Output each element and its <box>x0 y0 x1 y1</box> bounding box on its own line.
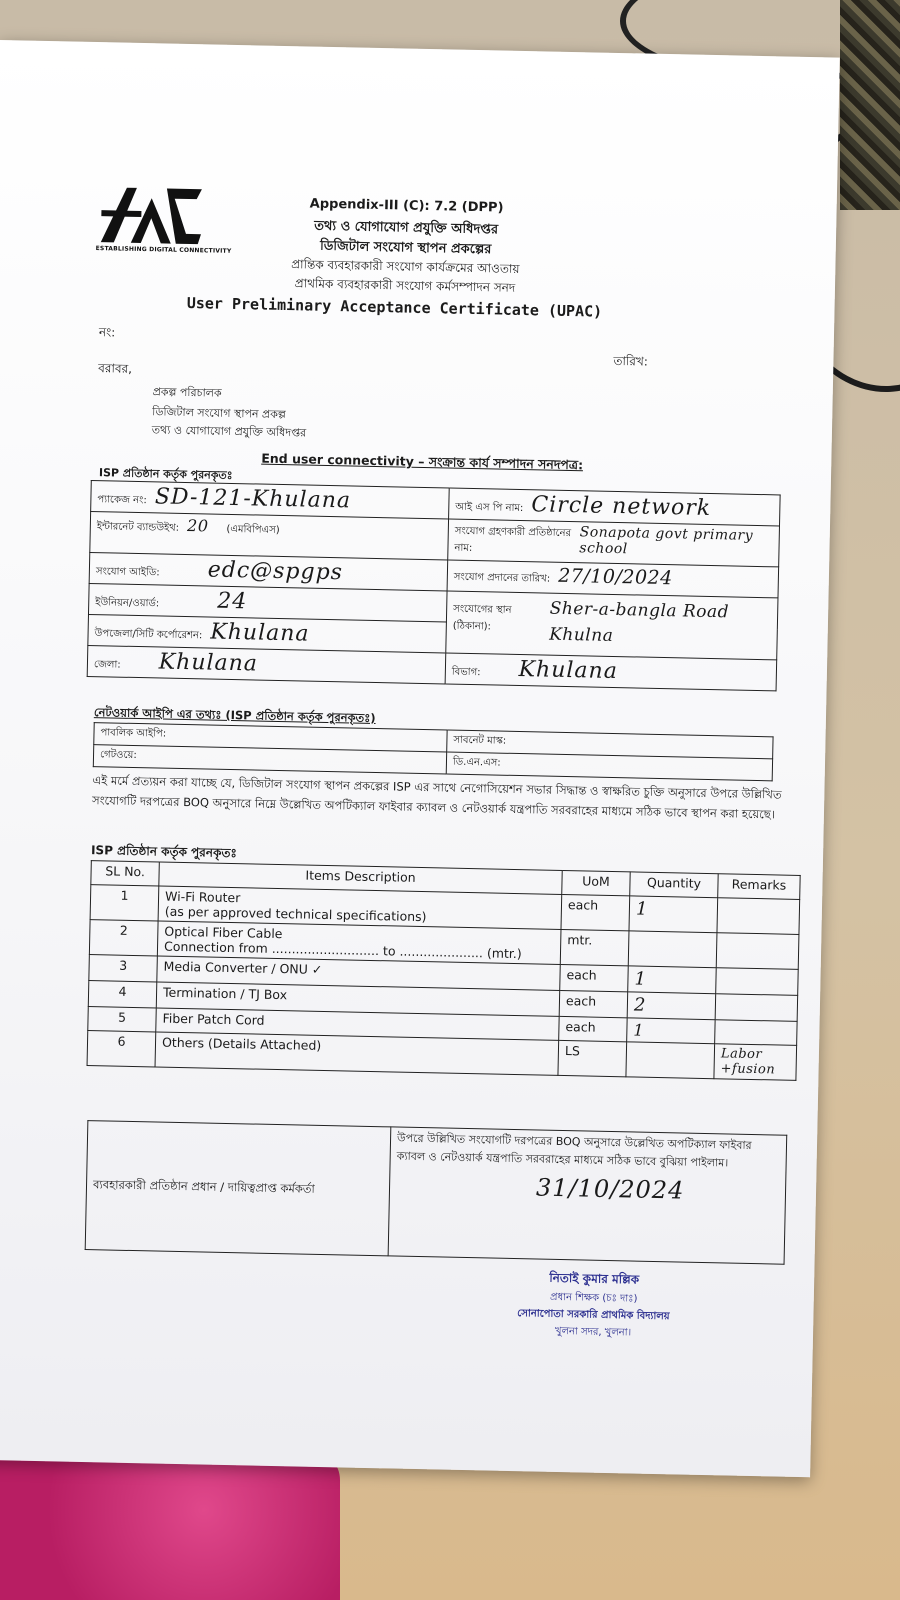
public-ip-label: পাবলিক আইপি: <box>94 723 447 752</box>
union-value: 24 <box>216 588 248 615</box>
location-value: Sher-a-bangla Road Khulna <box>548 598 730 646</box>
receiver-value: Sonapota govt primary school <box>579 524 754 558</box>
address-to: বরাবর, <box>98 361 133 376</box>
signoff-table <box>85 1120 788 1265</box>
row-sl: 6 <box>87 1031 156 1067</box>
row-desc-extra: Connection from ........................... to ..................... (mtr.) <box>163 938 522 962</box>
row-uom: LS <box>558 1040 627 1076</box>
bandwidth-value: 20 <box>186 516 209 536</box>
district-value: Khulana <box>158 649 259 677</box>
row-sl: 3 <box>89 955 158 982</box>
row-qty: 1 <box>629 896 718 933</box>
row-qty <box>628 931 717 968</box>
row-sl: 5 <box>88 1007 156 1032</box>
address-line-1: প্রকল্প পরিচালক <box>152 385 222 400</box>
row-desc: Media Converter / ONU ✓ <box>157 956 560 990</box>
handwritten-signature: 31/10/2024 <box>535 1173 685 1205</box>
col-qty: Quantity <box>630 872 718 898</box>
logo-caption: ESTABLISHING DIGITAL CONNECTIVITY <box>95 245 232 255</box>
document-title: User Preliminary Acceptance Certificate (UPAC) <box>186 293 603 321</box>
row-desc: Termination / TJ Box <box>156 982 559 1016</box>
col-desc: Items Description <box>159 862 562 894</box>
ref-label: নং: <box>98 325 116 340</box>
signoff-right-text: উপরে উল্লিখিত সংযোগটি দরপত্রের BOQ অনুসারে উল্লেখিত অপটিক্যাল ফাইবার ক্যাবল ও নেটওয়ার্ক যন্ত্রপাতি সরবরাহের মাধ্যমে সঠিক ভাবে বুঝিয়া পাইলাম। <box>396 1131 752 1170</box>
col-uom: UoM <box>562 870 630 895</box>
row-desc-extra: (as per approved technical specifications) <box>164 903 427 925</box>
row-uom: mtr. <box>560 929 629 965</box>
row-qty: 1 <box>628 966 717 994</box>
items-table <box>87 860 801 1081</box>
certificate-paper <box>0 40 840 1477</box>
stamp-address: খুলনা সদর, খুলনা। <box>554 1325 632 1339</box>
section1-subtitle: ISP প্রতিষ্ঠান কর্তৃক পুরনকৃতঃ <box>98 466 233 482</box>
stamp-name: নিতাই কুমার মল্লিক <box>549 1270 640 1287</box>
section2-title: নেটওয়ার্ক আইপি এর তথ্যঃ (ISP প্রতিষ্ঠান কর্তৃক পুরনকৃতঃ) <box>93 705 376 726</box>
col-remarks: Remarks <box>718 874 800 900</box>
row-qty: 1 <box>627 1018 715 1044</box>
conn-date-value: 27/10/2024 <box>557 564 673 590</box>
org-line-1: তথ্য ও যোগাযোগ প্রযুক্তি অধিদপ্তর <box>314 218 499 238</box>
fabric-top-right <box>840 0 900 210</box>
conn-id-value: edc@spgps <box>207 557 344 586</box>
fabric-bottom-left <box>0 1450 340 1600</box>
receiver-label: সংযোগ গ্রহণকারী প্রতিষ্ঠানের নাম: <box>454 525 572 555</box>
upazila-value: Khulana <box>210 619 310 647</box>
row-remarks <box>715 994 798 1022</box>
address-line-2: ডিজিটাল সংযোগ স্থাপন প্রকল্প <box>152 405 286 422</box>
stamp-school: সোনাপোতা সরকারি প্রাথমিক বিদ্যালয় <box>517 1308 670 1323</box>
row-qty <box>626 1042 715 1079</box>
gateway-label: গেটওয়ে: <box>93 745 446 774</box>
row-remarks: Labor +fusion <box>714 1044 797 1081</box>
row-sl: 1 <box>90 885 159 921</box>
address-line-3: তথ্য ও যোগাযোগ প্রযুক্তি অধিদপ্তর <box>151 423 307 440</box>
row-qty: 2 <box>627 992 716 1020</box>
union-label: ইউনিয়ন/ওয়ার্ড: <box>95 597 160 610</box>
org-line-2: ডিজিটাল সংযোগ স্থাপন প্রকল্পের <box>319 238 492 258</box>
row-remarks <box>715 1020 797 1046</box>
division-label: বিভাগ: <box>451 666 481 679</box>
row-uom: each <box>559 1016 627 1041</box>
org-line-3: প্রান্তিক ব্যবহারকারী সংযোগ কার্যক্রমের আওতায় <box>291 257 520 276</box>
org-line-4: প্রাথমিক ব্যবহারকারী সংযোগ কর্মসম্পাদন সনদ <box>294 276 516 295</box>
row-remarks <box>716 933 799 970</box>
row-desc: Others (Details Attached) <box>155 1032 559 1075</box>
col-sl: SL No. <box>91 861 159 886</box>
official-stamp <box>493 1269 694 1344</box>
row-desc: Wi-Fi Router <box>164 888 241 906</box>
upazila-label: উপজেলা/সিটি কর্পোরেশন: <box>94 628 203 642</box>
isp-value: Circle network <box>531 492 712 521</box>
edc-logo <box>96 182 207 254</box>
date-label: তারিখ: <box>613 353 649 369</box>
row-desc: Optical Fiber Cable <box>164 923 283 942</box>
district-label: জেলা: <box>93 659 121 671</box>
package-label: প্যাকেজ নং: <box>97 494 147 507</box>
bandwidth-label: ইন্টারনেট ব্যান্ডউইথ: <box>96 521 180 534</box>
row-uom: each <box>561 894 630 930</box>
declaration-text: এই মর্মে প্রত্যয়ন করা যাচ্ছে যে, ডিজিটাল সংযোগ স্থাপন প্রকল্পের ISP এর সাথে নেগোসিয়েশন সভার সিদ্ধান্ত ও স্বাক্ষরিত চুক্তি অনুসারে উপরে উল্লিখিত সংযোগটি দরপত্রের BOQ অনুসারে নিম্নে উল্লেখিত অপটিক্যাল ফাইবার ক্যাবল ও নেটওয়ার্ক যন্ত্রপাতি সরবরাহের মাধ্যমে সঠিক ভাবে স্থাপন করা হয়েছে। <box>91 773 782 822</box>
row-remarks <box>716 968 799 996</box>
conn-id-label: সংযোগ আইডি: <box>95 566 160 579</box>
connection-info-table <box>87 480 781 691</box>
package-value: SD-121-Khulana <box>154 484 352 514</box>
row-sl: 4 <box>88 981 157 1008</box>
location-label: সংযোগের স্থান (ঠিকানা): <box>452 603 512 633</box>
dns-label: ডি.এন.এস: <box>446 752 772 781</box>
row-remarks <box>717 898 800 935</box>
bandwidth-unit: (এমবিপিএস) <box>226 523 280 536</box>
stamp-title: প্রধান শিক্ষক (চঃ দাঃ) <box>549 1291 638 1305</box>
division-value: Khulana <box>518 657 619 685</box>
isp-label: আই এস পি নাম: <box>455 501 524 515</box>
row-uom: each <box>560 964 629 991</box>
subnet-label: সাবনেট মাস্ক: <box>447 730 773 759</box>
signoff-left-label: ব্যবহারকারী প্রতিষ্ঠান প্রধান / দায়িত্বপ্রাপ্ত কর্মকর্তা <box>85 1121 391 1256</box>
appendix-label: Appendix-III (C): 7.2 (DPP) <box>309 196 504 216</box>
section1-title: End user connectivity – সংক্রান্ত কার্য সম্পাদন সনদপত্র: <box>261 450 584 473</box>
row-sl: 2 <box>89 920 158 956</box>
row-uom: each <box>559 990 628 1017</box>
conn-date-label: সংযোগ প্রদানের তারিখ: <box>453 571 551 585</box>
row-desc: Fiber Patch Cord <box>156 1008 559 1040</box>
items-section-title: ISP প্রতিষ্ঠান কর্তৃক পুরনকৃতঃ <box>90 843 237 861</box>
